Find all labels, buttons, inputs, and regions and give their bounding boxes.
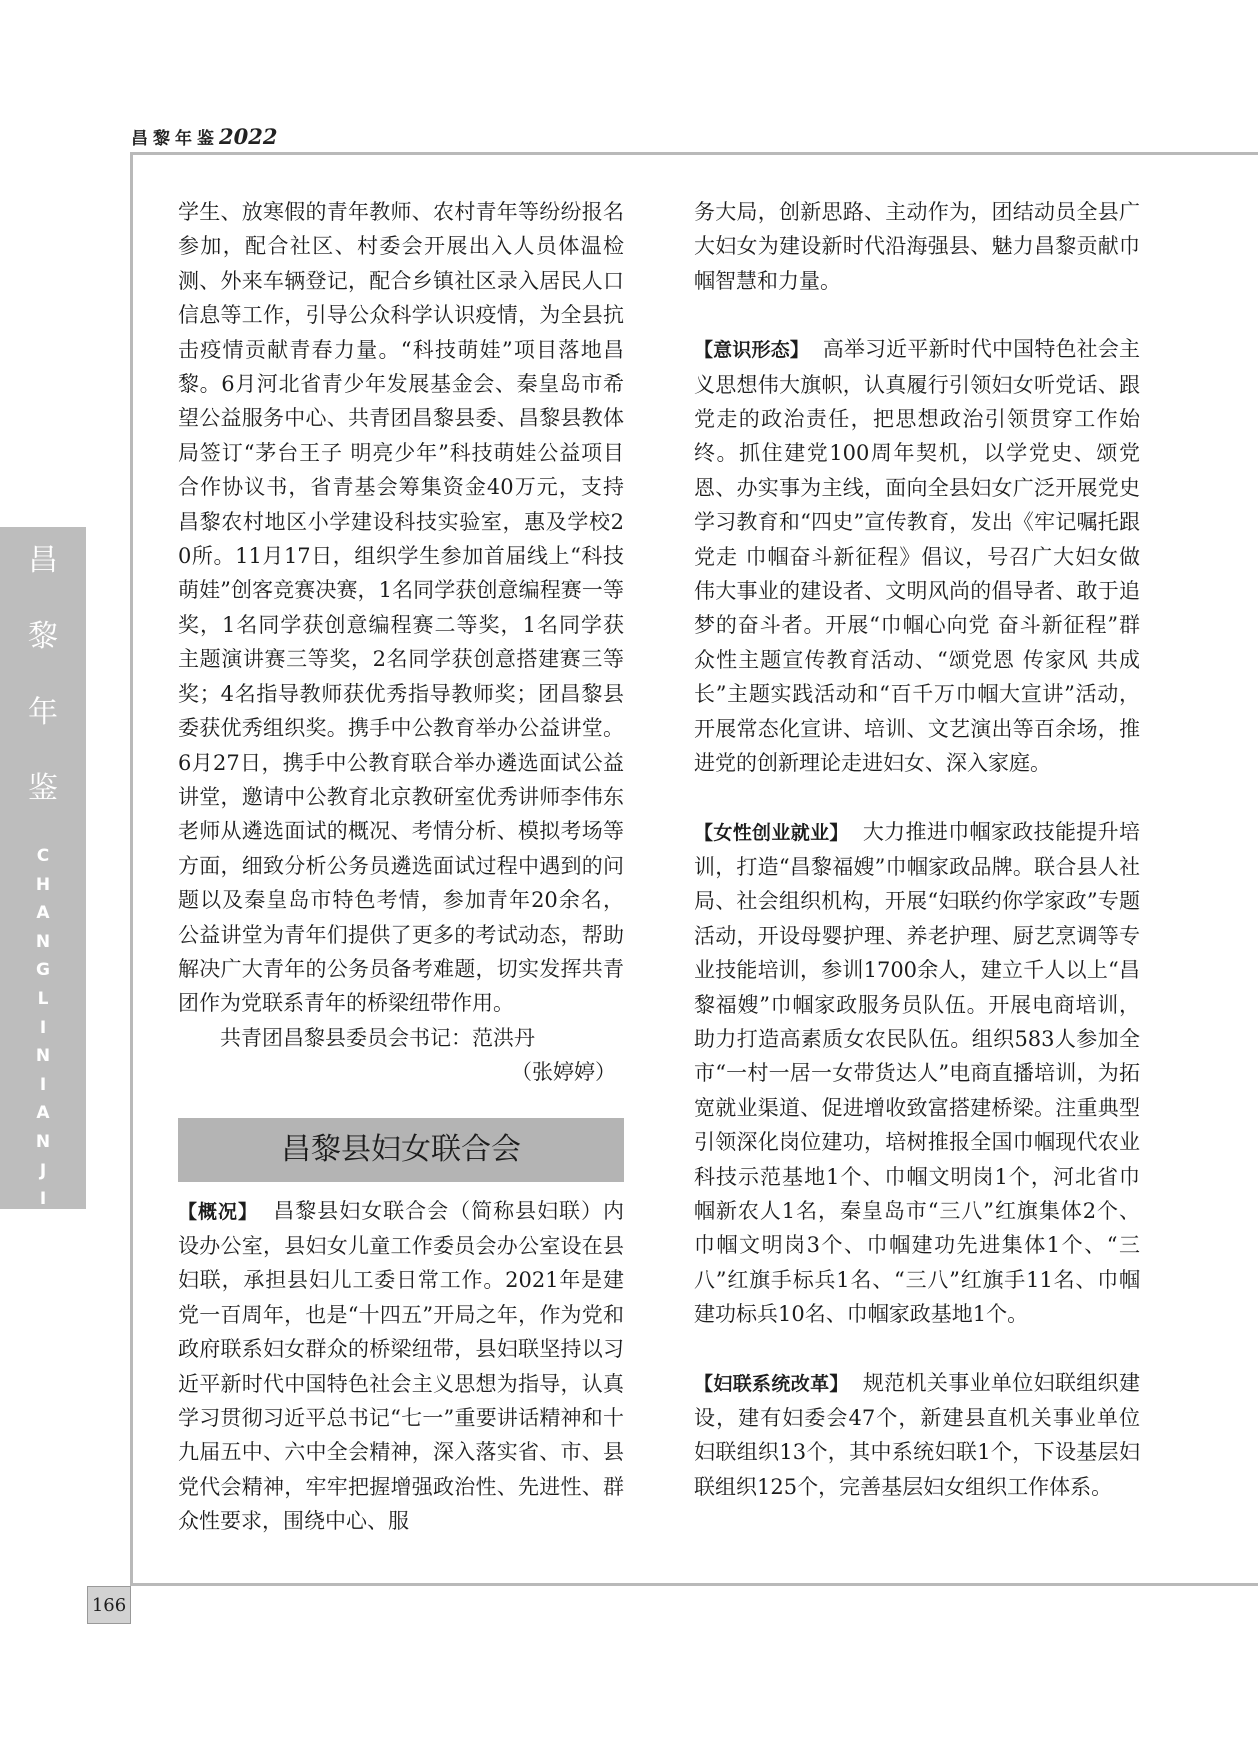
paragraph-ideology bbox=[694, 332, 1140, 780]
header-year: 2022 bbox=[219, 124, 278, 149]
ideology-label: 【意识形态】 bbox=[694, 339, 809, 362]
side-char-2: 黎 bbox=[28, 619, 58, 654]
side-latin-letter: L bbox=[37, 988, 49, 1009]
side-latin-letter: I bbox=[39, 1074, 47, 1095]
reform-text: 规范机关事业单位妇联组织建设，建有妇委会47个，新建县直机关事业单位妇联组织13个，其中系统妇联1个，下设基层妇联组织125个，完善基层妇女组织工作体系。 bbox=[694, 1370, 1140, 1499]
overview-label: 【概况】 bbox=[178, 1200, 258, 1223]
side-latin bbox=[0, 842, 86, 1271]
side-latin-letter: N bbox=[35, 931, 51, 952]
side-latin-letter: C bbox=[36, 846, 50, 866]
signature: 共青团昌黎县委员会书记：范洪丹 bbox=[220, 1025, 535, 1050]
header-title: 昌黎年鉴 bbox=[131, 129, 219, 149]
employment-text: 大力推进巾帼家政技能提升培训，打造“昌黎福嫂”巾帼家政品牌。联合县人社局、社会组织机构，开展“妇联约你学家政”专题活动，开设母婴护理、养老护理、厨艺烹调等专业技能培训，参训1700余人，建立千人以上“昌黎福嫂”巾帼家政服务员队伍。开展电商培训，助力打造高素质女农民队伍。组织583人参加全市“一村一居一女带货达人”电商直播培训，为拓宽就业渠道、促进增收致富搭建桥梁。注重典型引领深化岗位建功，培树推报全国巾帼现代农业科技示范基地1个、巾帼文明岗1个，河北省巾帼新农人1名，秦皇岛市“三八”红旗集体2个、巾帼文明岗3个、巾帼建功先进集体1个、“三八”红旗手标兵1名、“三八”红旗手11名、巾帼建功标兵10名、巾帼家政基地1个。 bbox=[694, 819, 1140, 1327]
side-char-1: 昌 bbox=[28, 543, 58, 578]
frame-top-rule bbox=[130, 152, 1258, 155]
section-title: 昌黎县妇女联合会 bbox=[178, 1118, 624, 1182]
side-latin-letter: H bbox=[35, 874, 51, 895]
paragraph-reform bbox=[694, 1366, 1140, 1505]
side-char-3: 年 bbox=[28, 695, 58, 730]
left-column bbox=[178, 195, 624, 1539]
side-latin-letter: A bbox=[36, 903, 50, 924]
reform-label: 【妇联系统改革】 bbox=[694, 1372, 849, 1395]
side-latin-letter: N bbox=[35, 1131, 51, 1152]
paragraph: 务大局，创新思路、主动作为，团结动员全县广大妇女为建设新时代沿海强县、魅力昌黎贡献巾帼智慧和力量。 bbox=[694, 200, 1140, 293]
paragraph-overview bbox=[178, 1194, 624, 1539]
side-latin-letter: G bbox=[36, 960, 50, 981]
side-char-4: 鉴 bbox=[28, 771, 58, 806]
paragraph-employment bbox=[694, 815, 1140, 1332]
ideology-text: 高举习近平新时代中国特色社会主义思想伟大旗帜，认真履行引领妇女听党话、跟党走的政治责任，把思想政治引领贯穿工作始终。抓住建党100周年契机，以学党史、颂党恩、办实事为主线，面向全县妇女广泛开展党史学习教育和“四史”宣传教育，发出《牢记嘱托跟党走 巾帼奋斗新征程》倡议，号召广大妇女做伟大事业的建设者、文明风尚的倡导者、敢于追梦的奋斗者。开展“巾帼心向党 奋斗新征程”群众性主题宣传教育活动、“颂党恩 传家风 共成长”主题实践活动和“百千万巾帼大宣讲”活动，开展常态化宣讲、培训、文艺演出等百余场，推进党的创新理论走进妇女、深入家庭。 bbox=[694, 337, 1140, 776]
page-number: 166 bbox=[87, 1586, 131, 1624]
side-latin-letter: A bbox=[36, 1217, 50, 1238]
side-latin-letter: N bbox=[35, 1246, 51, 1267]
side-latin-letter: I bbox=[39, 1189, 47, 1210]
right-column bbox=[694, 195, 1140, 1504]
side-latin-letter: N bbox=[35, 1046, 51, 1067]
side-latin-letter: I bbox=[39, 1017, 47, 1038]
paragraph: 学生、放寒假的青年教师、农村青年等纷纷报名参加，配合社区、村委会开展出入人员体温检测、外来车辆登记，配合乡镇社区录入居民人口信息等工作，引导公众科学认识疫情，为全县抗击疫情贡献青春力量。“科技萌娃”项目落地昌黎。6月河北省青少年发展基金会、秦皇岛市希望公益服务中心、共青团昌黎县委、昌黎县教体局签订“茅台王子 明亮少年”科技萌娃公益项目合作协议书，省青基会筹集资金40万元，支持昌黎农村地区小学建设科技实验室，惠及学校20所。11月17日，组织学生参加首届线上“科技萌娃”创客竞赛决赛，1名同学获创意编程赛一等奖，1名同学获创意编程赛二等奖，1名同学获主题演讲赛三等奖，2名同学获创意搭建赛三等奖；4名指导教师获优秀指导教师奖；团昌黎县委获优秀组织奖。携手中公教育举办公益讲堂。6月27日，携手中公教育联合举办遴选面试公益讲堂，邀请中公教育北京教研室优秀讲师李伟东老师从遴选面试的概况、考情分析、模拟考场等方面，细致分析公务员遴选面试过程中遇到的问题以及秦皇岛市特色考情，参加青年20余名，公益讲堂为青年们提供了更多的考试动态，帮助解决广大青年的公务员备考难题，切实发挥共青团作为党联系青年的桥梁纽带作用。 bbox=[178, 200, 624, 1016]
overview-text: 昌黎县妇女联合会（简称县妇联）内设办公室，县妇女儿童工作委员会办公室设在县妇联，承担县妇儿工委日常工作。2021年是建党一百周年，也是“十四五”开局之年，作为党和政府联系妇女群众的桥梁纽带，县妇联坚持以习近平新时代中国特色社会主义思想为指导，认真学习贯彻习近平总书记“七一”重要讲话精神和十九届五中、六中全会精神，深入落实省、市、县党代会精神，牢牢把握增强政治性、先进性、群众性要求，围绕中心、服 bbox=[178, 1198, 624, 1534]
frame-left-rule bbox=[130, 152, 133, 1585]
frame-bottom-rule bbox=[130, 1583, 1258, 1586]
side-latin-letter: J bbox=[39, 1160, 47, 1181]
employment-label: 【女性创业就业】 bbox=[694, 821, 849, 844]
running-header bbox=[131, 124, 277, 149]
author: （张婷婷） bbox=[511, 1060, 616, 1085]
side-latin-letter: A bbox=[36, 1103, 50, 1124]
side-tab bbox=[0, 527, 86, 1267]
